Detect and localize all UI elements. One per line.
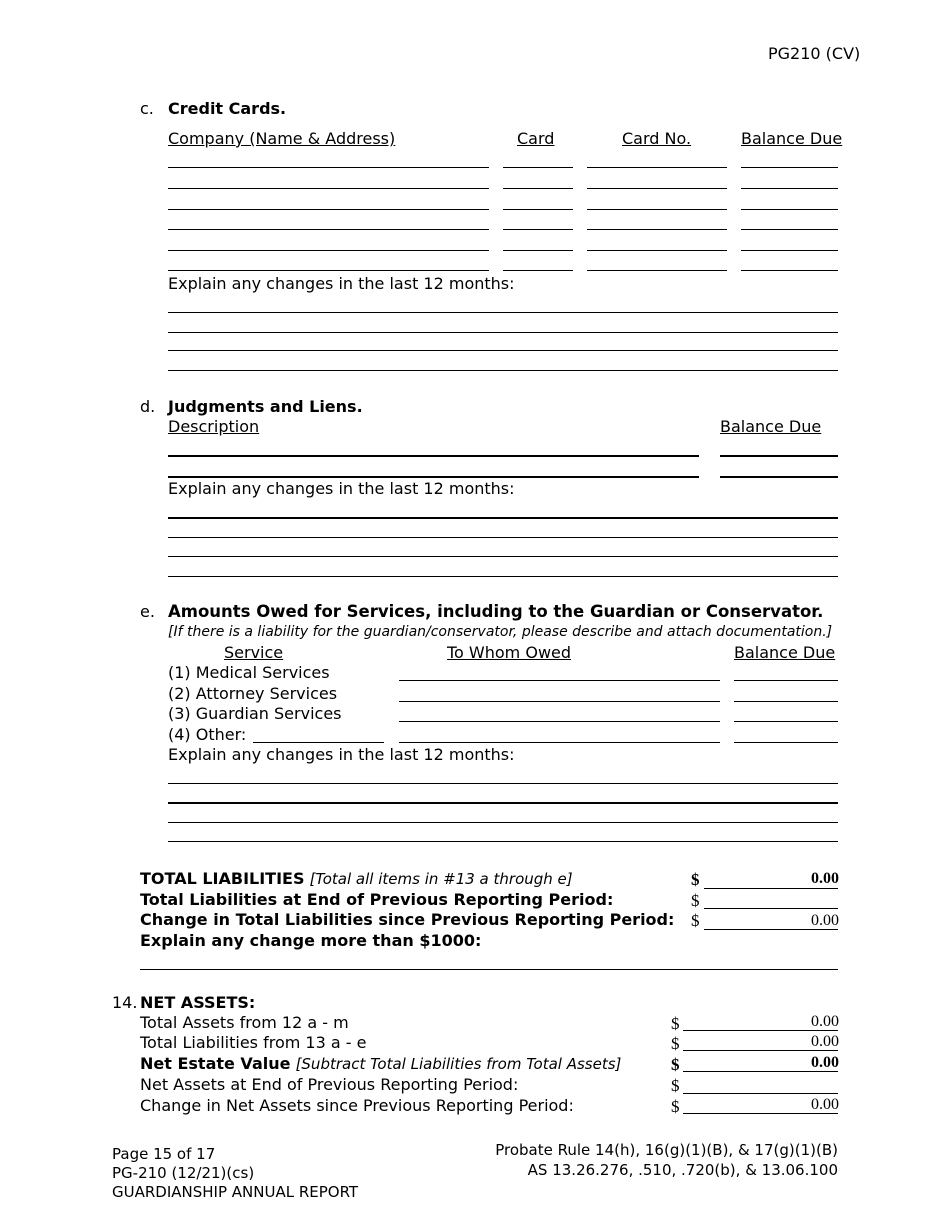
total-liabilities-label: Total Liabilities from 13 a - e: [140, 1033, 367, 1052]
explain-label: Explain any changes in the last 12 months:: [168, 274, 515, 293]
column-header-card-no: Card No.: [622, 129, 692, 148]
section-letter: e.: [140, 602, 155, 621]
currency-symbol: $: [671, 1014, 680, 1033]
section-letter: c.: [140, 99, 154, 118]
section-title: NET ASSETS:: [140, 993, 256, 1012]
total-liabilities-label-row: [140, 871, 573, 887]
column-header-company: Company (Name & Address): [168, 129, 396, 148]
service-item-medical: (1) Medical Services: [168, 663, 330, 682]
explain-label: Explain any changes in the last 12 months:: [168, 745, 515, 764]
net-estate-label-row: [140, 1056, 621, 1072]
prev-net-assets-label: Net Assets at End of Previous Reporting Period:: [140, 1075, 519, 1094]
change-liabilities-value[interactable]: 0.00: [811, 912, 839, 929]
net-estate-note: [Subtract Total Liabilities from Total Assets]: [295, 1055, 622, 1073]
currency-symbol: $: [691, 891, 700, 910]
service-item-other: (4) Other:: [168, 725, 247, 744]
section-letter: d.: [140, 397, 156, 416]
explain-change-label: Explain any change more than $1000:: [140, 931, 482, 950]
column-header-balance-due: Balance Due: [734, 643, 836, 662]
column-header-service: Service: [224, 643, 284, 662]
footer-statute: AS 13.26.276, .510, .720(b), & 13.06.100: [527, 1161, 838, 1179]
change-net-assets-value[interactable]: 0.00: [811, 1096, 839, 1113]
column-header-balance-due: Balance Due: [720, 417, 822, 436]
total-liabilities-note: [Total all items in #13 a through e]: [309, 870, 573, 888]
change-liabilities-label: Change in Total Liabilities since Previous Reporting Period:: [140, 910, 675, 929]
explain-label: Explain any changes in the last 12 months:: [168, 479, 515, 498]
footer-probate-rule: Probate Rule 14(h), 16(g)(1)(B), & 17(g)(1)(B): [495, 1141, 838, 1159]
service-item-attorney: (2) Attorney Services: [168, 684, 338, 703]
currency-symbol: $: [671, 1055, 680, 1074]
section-title: Credit Cards.: [168, 99, 287, 118]
section-title: Judgments and Liens.: [168, 397, 363, 416]
footer-report-title: GUARDIANSHIP ANNUAL REPORT: [112, 1183, 359, 1201]
explain-change-line[interactable]: [140, 969, 838, 970]
net-estate-label: Net Estate Value: [140, 1054, 291, 1073]
service-item-guardian: (3) Guardian Services: [168, 704, 342, 723]
form-code: PG210 (CV): [768, 44, 861, 63]
currency-symbol: $: [671, 1076, 680, 1095]
footer-form-id: PG-210 (12/21)(cs): [112, 1164, 255, 1182]
net-estate-value[interactable]: 0.00: [811, 1054, 839, 1071]
currency-symbol: $: [671, 1097, 680, 1116]
total-liabilities-label: TOTAL LIABILITIES: [140, 869, 305, 888]
footer-page-number: Page 15 of 17: [112, 1145, 216, 1163]
column-header-description: Description: [168, 417, 260, 436]
currency-symbol: $: [671, 1034, 680, 1053]
column-header-card: Card: [517, 129, 555, 148]
currency-symbol: $: [691, 870, 700, 889]
change-net-assets-label: Change in Net Assets since Previous Reporting Period:: [140, 1096, 574, 1115]
currency-symbol: $: [691, 911, 700, 930]
section-title: Amounts Owed for Services, including to the Guardian or Conservator.: [168, 602, 824, 621]
total-liabilities-value[interactable]: 0.00: [811, 870, 839, 887]
total-assets-value[interactable]: 0.00: [811, 1013, 839, 1030]
section-note: [If there is a liability for the guardian/conservator, please describe and attach documentation.]: [168, 624, 833, 640]
total-liabilities-value[interactable]: 0.00: [811, 1033, 839, 1050]
prev-liabilities-label: Total Liabilities at End of Previous Reporting Period:: [140, 890, 614, 909]
column-header-to-whom-owed: To Whom Owed: [447, 643, 572, 662]
total-assets-label: Total Assets from 12 a - m: [140, 1013, 349, 1032]
section-number: 14.: [112, 993, 138, 1012]
column-header-balance-due: Balance Due: [741, 129, 843, 148]
